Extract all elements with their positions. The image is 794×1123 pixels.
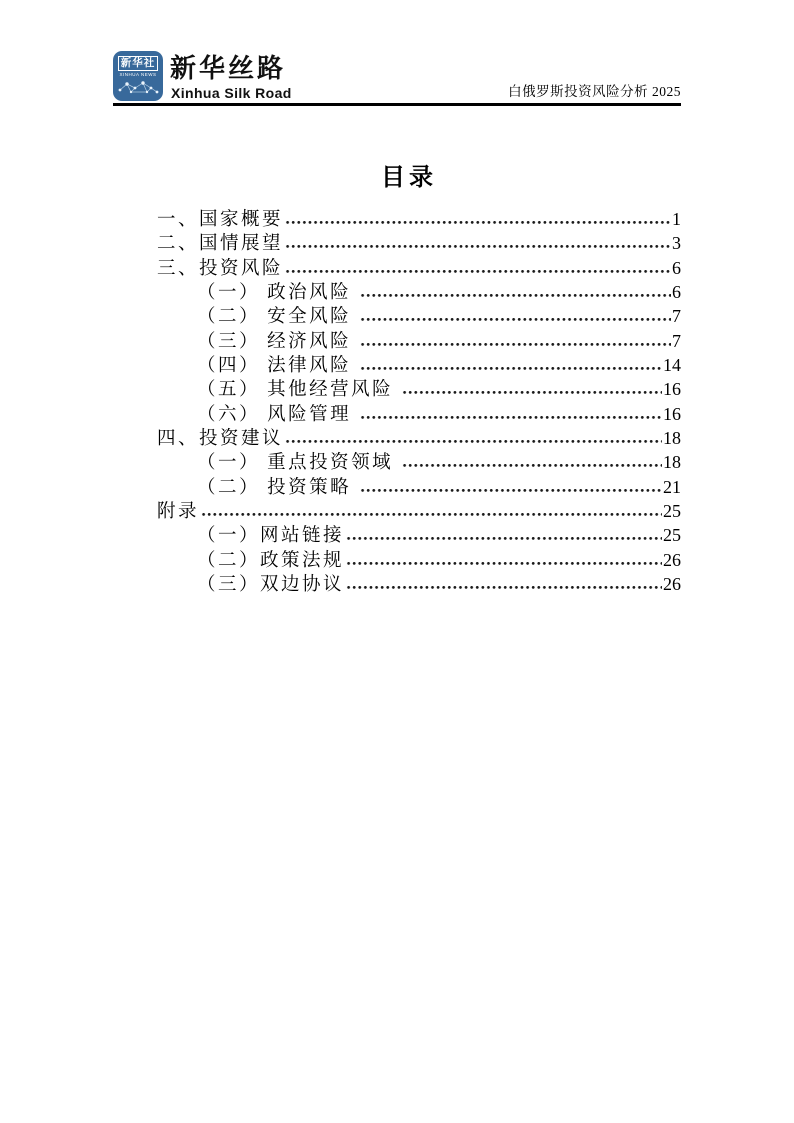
toc-entry[interactable]: [157, 499, 681, 523]
toc-entry-label[interactable]: 一、国家概要: [157, 210, 284, 230]
toc-entry-page: 6: [672, 282, 681, 303]
toc-entry-page: 18: [663, 452, 681, 473]
toc-entry-label[interactable]: （二）政策法规: [197, 550, 345, 571]
toc-entry-label[interactable]: （四） 法律风险: [197, 356, 359, 377]
dot-leader: [285, 439, 662, 444]
toc-entry[interactable]: [157, 572, 681, 596]
toc-entry-label[interactable]: 二、国情展望: [157, 234, 284, 255]
toc-entry[interactable]: [157, 450, 681, 474]
brand-subtitle: Xinhua Silk Road: [171, 85, 292, 101]
toc-entry-page: 7: [672, 306, 681, 327]
toc-entry[interactable]: [157, 280, 681, 304]
dot-leader: [346, 561, 662, 566]
toc-entry-page: 16: [663, 379, 681, 400]
toc-entry-page: 25: [663, 501, 681, 522]
dot-leader: [346, 536, 662, 541]
header-doc-title: 白俄罗斯投资风险分析 2025: [508, 84, 681, 99]
toc-entry[interactable]: [157, 353, 681, 377]
toc-entry[interactable]: [157, 207, 681, 231]
dot-leader: [360, 415, 662, 420]
dot-leader: [402, 463, 662, 468]
dot-leader: [285, 269, 671, 274]
dot-leader: [285, 244, 671, 249]
toc-entry-label[interactable]: （六） 风险管理: [197, 404, 359, 425]
toc-entry-page: 1: [672, 209, 681, 229]
toc-entry-label[interactable]: （一）网站链接: [197, 526, 345, 547]
toc-entry[interactable]: [157, 329, 681, 353]
toc-entry[interactable]: [157, 475, 681, 499]
toc-entry[interactable]: [157, 523, 681, 547]
logo-en-text: XINHUA NEWS: [119, 72, 157, 77]
dot-leader: [360, 342, 671, 347]
dot-leader: [360, 488, 662, 493]
toc-entry[interactable]: [157, 426, 681, 450]
toc-entry[interactable]: [157, 377, 681, 401]
toc-entry-page: 3: [672, 233, 681, 254]
toc-entry-label[interactable]: （五） 其他经营风险: [197, 380, 401, 401]
toc-entry-label[interactable]: （二） 投资策略: [197, 477, 359, 498]
xinhua-news-logo: [113, 51, 163, 101]
toc-entry-label[interactable]: 四、投资建议: [157, 429, 284, 450]
brand-title: 新华丝路: [170, 53, 287, 83]
toc-title: 目录: [381, 164, 437, 191]
toc-entry-label[interactable]: （一） 政治风险: [197, 283, 359, 304]
toc-entry[interactable]: [157, 548, 681, 572]
header-divider: [113, 103, 681, 106]
toc-entry-label[interactable]: （三） 经济风险: [197, 331, 359, 352]
toc-entry-page: 6: [672, 257, 681, 278]
dot-leader: [201, 512, 662, 517]
toc-entry[interactable]: [157, 231, 681, 255]
toc-list: [157, 207, 681, 597]
dot-leader: [346, 585, 662, 590]
toc-entry-page: 18: [663, 428, 681, 449]
toc-entry-page: 26: [663, 574, 681, 595]
toc-entry-page: 14: [663, 355, 681, 376]
toc-entry-label[interactable]: （一） 重点投资领域: [197, 453, 401, 474]
constellation-icon: [116, 80, 160, 95]
toc-entry-page: 25: [663, 525, 681, 546]
toc-entry[interactable]: [157, 304, 681, 328]
toc-entry-label[interactable]: 附录: [157, 502, 200, 523]
dot-leader: [285, 220, 671, 225]
dot-leader: [360, 317, 671, 322]
toc-entry-label[interactable]: （二） 安全风险: [197, 307, 359, 328]
dot-leader: [360, 366, 662, 371]
logo-cn-text: 新华社: [118, 56, 159, 71]
dot-leader: [360, 293, 671, 298]
toc-entry-page: 26: [663, 549, 681, 570]
toc-entry-label[interactable]: 三、投资风险: [157, 258, 284, 279]
toc-entry-label[interactable]: （三）双边协议: [197, 575, 345, 596]
toc-entry[interactable]: [157, 402, 681, 426]
toc-entry[interactable]: [157, 256, 681, 280]
toc-entry-page: 7: [672, 330, 681, 351]
toc-entry-page: 21: [663, 476, 681, 497]
dot-leader: [402, 390, 662, 395]
toc-entry-page: 16: [663, 403, 681, 424]
